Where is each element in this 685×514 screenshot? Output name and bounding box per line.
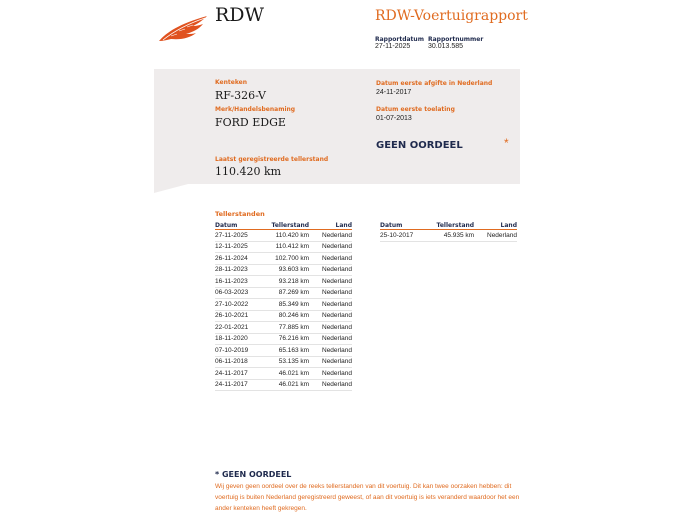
first-admission-value: 01-07-2013 [376,115,412,122]
plate-value: RF-326-V [215,89,266,102]
row-km: 46.021 km [255,368,310,380]
col-km-header: Tellerstand [255,221,310,230]
table-row [215,299,352,311]
rdw-feather-logo [157,14,209,44]
footnote-text: Wij geven geen oordeel over de reeks tellerstanden van dit voertuig. Dit kan twee oorzaken hebben: dit voertuig is buiten Nederland geregistreerd geweest, of aan dit voertuig is iets veranderd waardoor het een ander kenteken heeft gekregen. [215,483,520,512]
row-land: Nederland [309,310,352,322]
row-land: Nederland [309,253,352,265]
row-date: 22-01-2021 [215,322,255,334]
make-value: FORD EDGE [215,116,286,129]
row-land: Nederland [309,356,352,368]
row-km: 85.349 km [255,299,310,311]
table-row [215,333,352,345]
row-km: 102.700 km [255,253,310,265]
footnote-mark: * [215,470,220,479]
row-land: Nederland [309,241,352,253]
table-row [380,230,517,242]
row-date: 06-03-2023 [215,287,255,299]
row-date: 24-11-2017 [215,379,255,391]
col-land-header: Land [309,221,352,230]
table-row [215,379,352,391]
row-km: 87.269 km [255,287,310,299]
row-land: Nederland [309,230,352,242]
report-date-label: Rapportdatum [375,36,424,43]
first-issue-nl-value: 24-11-2017 [376,89,412,96]
table-row [215,356,352,368]
table-row [215,368,352,380]
row-date: 27-11-2025 [215,230,255,242]
table-row [215,253,352,265]
row-land: Nederland [309,287,352,299]
row-km: 77.885 km [255,322,310,334]
table-row [215,310,352,322]
col-date-header: Datum [380,221,420,230]
row-date: 27-10-2022 [215,299,255,311]
first-admission-label: Datum eerste toelating [376,106,455,113]
row-land: Nederland [309,333,352,345]
footnote-title [215,470,291,479]
row-km: 110.420 km [255,230,310,242]
readings-table-right [380,221,517,242]
row-land: Nederland [309,345,352,357]
odometer-value: 110.420 km [215,165,282,178]
report-title: RDW-Voertuigrapport [375,8,528,24]
row-date: 25-10-2017 [380,230,420,242]
row-date: 07-10-2019 [215,345,255,357]
first-issue-nl-label: Datum eerste afgifte in Nederland [376,80,493,87]
col-land-header: Land [474,221,517,230]
row-km: 65.163 km [255,345,310,357]
table-row [215,264,352,276]
table-row [215,230,352,242]
readings-table-left [215,221,352,391]
row-date: 28-11-2023 [215,264,255,276]
table-row [215,241,352,253]
row-km: 93.218 km [255,276,310,288]
row-date: 26-10-2021 [215,310,255,322]
row-land: Nederland [309,264,352,276]
row-km: 76.216 km [255,333,310,345]
row-land: Nederland [309,322,352,334]
report-number-label: Rapportnummer [428,36,484,43]
readings-title: Tellerstanden [215,210,265,218]
row-land: Nederland [309,276,352,288]
row-date: 06-11-2018 [215,356,255,368]
report-number: 30.013.585 [428,43,464,50]
footnote-heading: GEEN OORDEEL [221,470,292,479]
table-row [215,322,352,334]
row-date: 16-11-2023 [215,276,255,288]
table-row [215,276,352,288]
row-km: 93.603 km [255,264,310,276]
make-label: Merk/Handelsbenaming [215,106,296,113]
row-land: Nederland [309,379,352,391]
row-date: 26-11-2024 [215,253,255,265]
table-row [215,345,352,357]
row-land: Nederland [309,368,352,380]
row-land: Nederland [309,299,352,311]
row-date: 18-11-2020 [215,333,255,345]
verdict-footnote-mark: * [504,136,509,150]
panel-notch [154,184,188,193]
plate-label: Kenteken [215,79,247,86]
table-row [215,287,352,299]
row-km: 45.935 km [420,230,475,242]
row-km: 53.135 km [255,356,310,368]
odometer-label: Laatst geregistreerde tellerstand [215,156,329,163]
row-km: 46.021 km [255,379,310,391]
row-km: 80.246 km [255,310,310,322]
row-km: 110.412 km [255,241,310,253]
row-date: 12-11-2025 [215,241,255,253]
row-date: 24-11-2017 [215,368,255,380]
verdict: GEEN OORDEEL [376,140,463,151]
col-km-header: Tellerstand [420,221,475,230]
col-date-header: Datum [215,221,255,230]
row-land: Nederland [474,230,517,242]
report-date: 27-11-2025 [375,43,411,50]
brand-name: RDW [215,4,265,26]
